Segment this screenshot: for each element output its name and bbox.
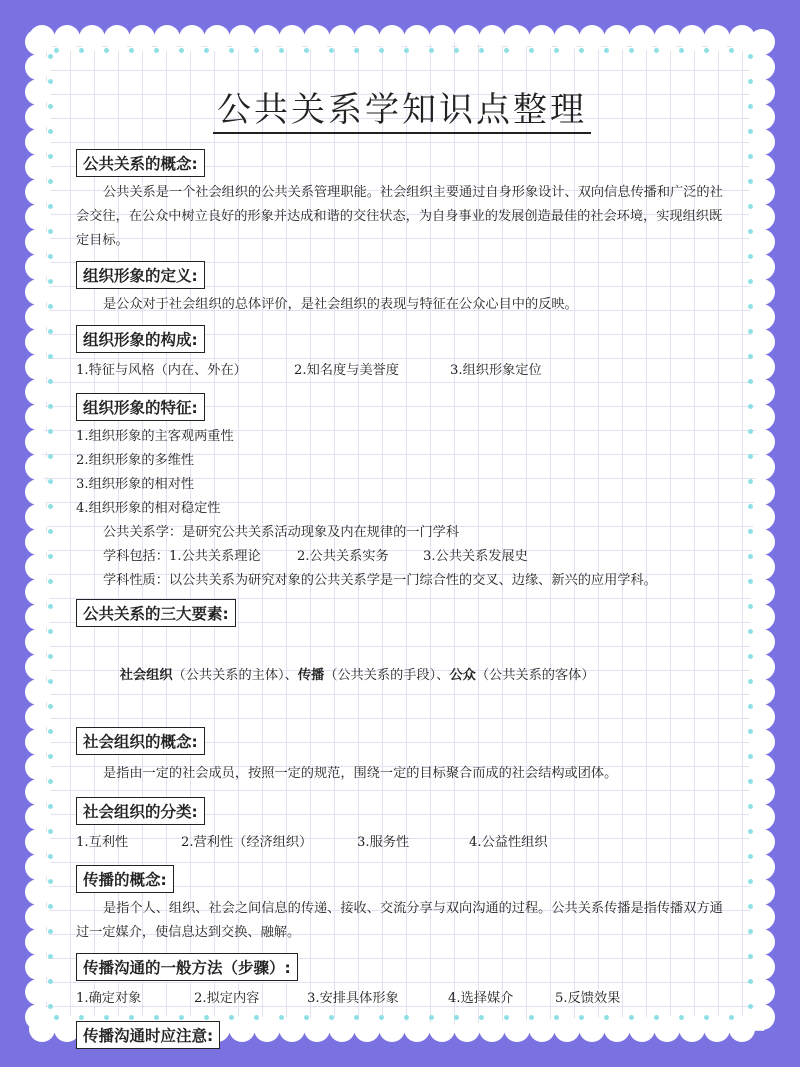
subjects-label: 学科包括： [103,549,169,564]
element-communication: 传播 [297,668,325,683]
section-text-org-concept: 是指由一定的社会成员，按照一定的规范，围绕一定的目标聚合而成的社会结构或团体。 [103,766,618,781]
section-heading-comm-notes: 传播沟通时应注意: [76,1021,220,1049]
comm-method-list [76,985,732,1013]
section-heading-comm-method: 传播沟通的一般方法（步骤）: [76,953,298,981]
discipline-nature: 学科性质：以公共关系为研究对象的公共关系学是一门综合性的交叉、边缘、新兴的应用学科。 [103,573,657,588]
section-heading-elements: 公共关系的三大要素: [76,599,236,627]
list-item: 2.公共关系实务 [296,549,389,564]
element-communication-note: （公共关系的手段）、 [324,668,450,683]
list-item: 4.公益性组织 [469,835,548,850]
org-class-list [76,829,732,857]
section-heading-concept: 公共关系的概念: [76,149,205,177]
list-item: 1.公共关系理论 [168,549,261,564]
list-item: 1.互利性 [76,835,129,850]
list-item: 2.组织形象的多维性 [76,453,195,468]
section-heading-org-class: 社会组织的分类: [76,797,205,825]
section-heading-image-composition: 组织形象的构成: [76,325,205,353]
section-text-comm-concept: 是指个人、组织、社会之间信息的传递、接收、交流分享与双向沟通的过程。公共关系传播是指传播双方通过一定媒介，使信息达到交换、融解。 [76,901,723,940]
list-item: 4.组织形象的相对稳定性 [76,501,221,516]
section-text-concept: 公共关系是一个社会组织的公共关系管理职能。社会组织主要通过自身形象设计、双向信息传播和广泛的社会交往，在公众中树立良好的形象并达成和谐的交往状态，为自身事业的发展创造最佳的社会环境，实现组织既定目标。 [76,185,723,248]
section-text-image-definition: 是公众对于社会组织的总体评价，是社会组织的表现与特征在公众心目中的反映。 [103,297,578,312]
list-item: 3.服务性 [357,835,410,850]
elements-line [76,631,732,721]
list-item: 3.组织形象的相对性 [76,477,195,492]
list-item: 1.特征与风格（内在、外在） [76,363,247,378]
list-item: 2.拟定内容 [194,991,260,1006]
element-public-note: （公共关系的客体） [475,668,595,683]
discipline-definition: 公共关系学：是研究公共关系活动现象及内在规律的一门学科 [103,525,460,540]
list-item: 5.反馈效果 [555,991,621,1006]
list-item: 2.营利性（经济组织） [181,835,313,850]
document-content [72,82,732,1053]
list-item: 2.知名度与美誉度 [294,363,399,378]
image-composition-list [76,357,732,385]
list-item: 3.安排具体形象 [307,991,399,1006]
section-heading-image-features: 组织形象的特征: [76,393,205,421]
section-heading-comm-concept: 传播的概念: [76,865,174,893]
list-item: 3.公共关系发展史 [422,549,528,564]
element-organization: 社会组织 [119,668,173,683]
element-organization-note: （公共关系的主体）、 [172,668,298,683]
section-heading-org-concept: 社会组织的概念: [76,727,205,755]
element-public: 公众 [449,668,476,683]
list-item: 1.组织形象的主客观两重性 [76,429,234,444]
list-item: 4.选择媒介 [448,991,514,1006]
discipline-subjects [76,545,732,569]
list-item: 1.确定对象 [76,991,142,1006]
page-title-text: 公共关系学知识点整理 [213,90,591,134]
list-item: 3.组织形象定位 [450,363,542,378]
page-title [72,82,732,131]
section-heading-image-definition: 组织形象的定义: [76,261,205,289]
